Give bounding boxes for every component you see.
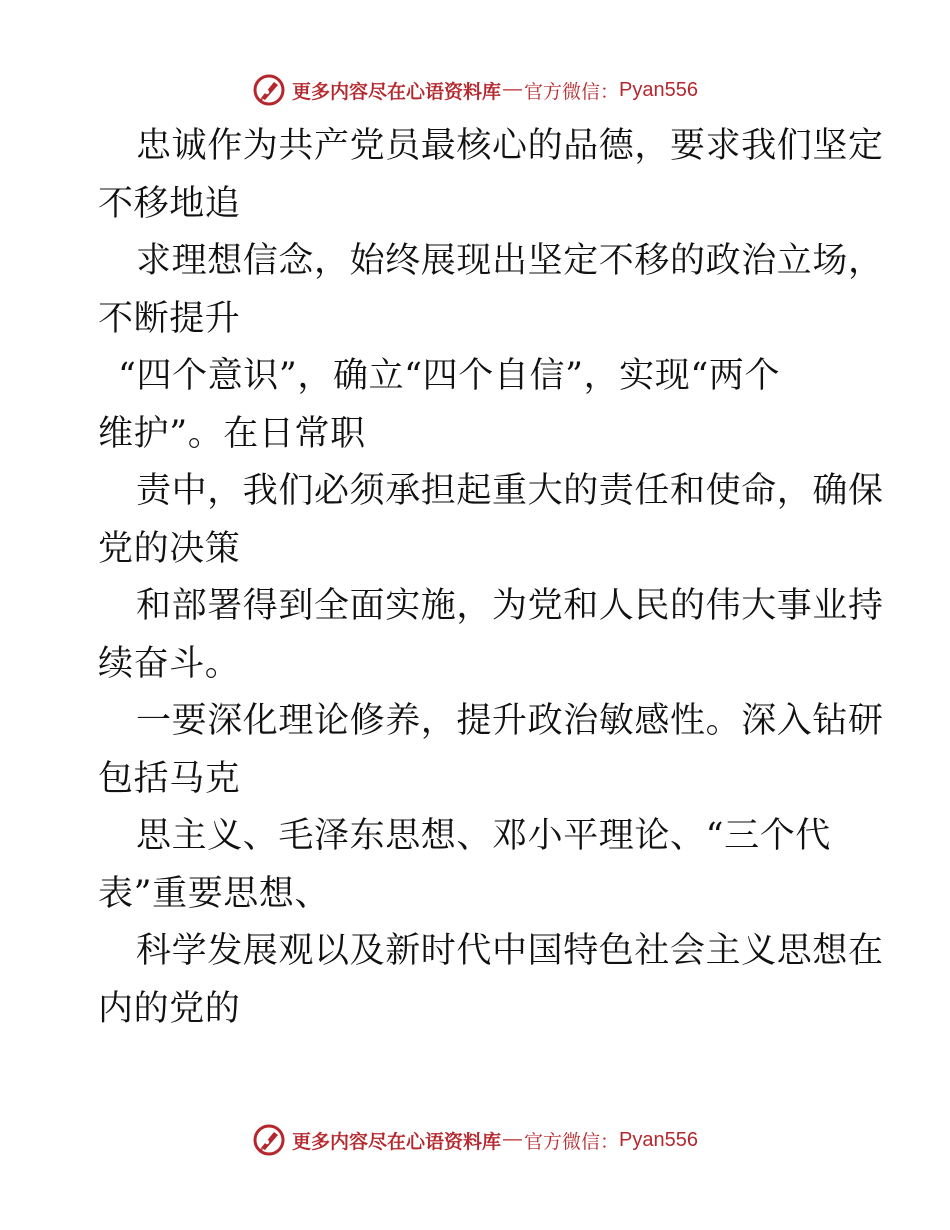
body-line: 包括马克: [98, 758, 241, 799]
body-line: 思主义、毛泽东思想、邓小平理论、“三个代: [136, 816, 831, 856]
document-body: [98, 118, 884, 1038]
body-line: 科学发展观以及新时代中国特色社会主义思想在: [136, 931, 884, 971]
body-line: 一要深化理论修养，提升政治敏感性。深入钻研: [136, 701, 884, 741]
body-line: 不移地追: [98, 183, 241, 224]
body-line: 维护”。在日常职: [98, 413, 366, 454]
banner-wechat-id: Pyan556: [619, 1128, 698, 1151]
header-banner: [0, 70, 950, 110]
footer-banner: [0, 1120, 950, 1160]
banner-wechat-label: 官方微信：: [524, 80, 620, 103]
banner-wechat-label: 官方微信：: [524, 1130, 620, 1153]
body-line: 忠诚作为共产党员最核心的品德，要求我们坚定: [136, 126, 884, 166]
body-line: 表”重要思想、: [98, 873, 331, 914]
body-line: 和部署得到全面实施，为党和人民的伟大事业持: [136, 586, 884, 626]
quill-pen-logo-icon: [252, 1123, 286, 1157]
banner-separator: —: [503, 1129, 523, 1150]
body-line: “四个意识”，确立“四个自信”，实现“两个: [118, 356, 781, 396]
quill-pen-logo-icon: [252, 73, 286, 107]
body-line: 内的党的: [98, 988, 241, 1029]
body-line: 续奋斗。: [98, 643, 241, 684]
body-line: 责中，我们必须承担起重大的责任和使命，确保: [136, 471, 884, 511]
banner-separator: —: [503, 79, 523, 100]
body-line: 党的决策: [98, 528, 241, 569]
banner-site-name: 更多内容尽在心语资料库: [292, 80, 502, 103]
body-line: 不断提升: [98, 298, 241, 339]
banner-site-name: 更多内容尽在心语资料库: [292, 1130, 502, 1153]
body-line: 求理想信念，始终展现出坚定不移的政治立场，: [136, 241, 884, 281]
banner-wechat-id: Pyan556: [619, 78, 698, 101]
